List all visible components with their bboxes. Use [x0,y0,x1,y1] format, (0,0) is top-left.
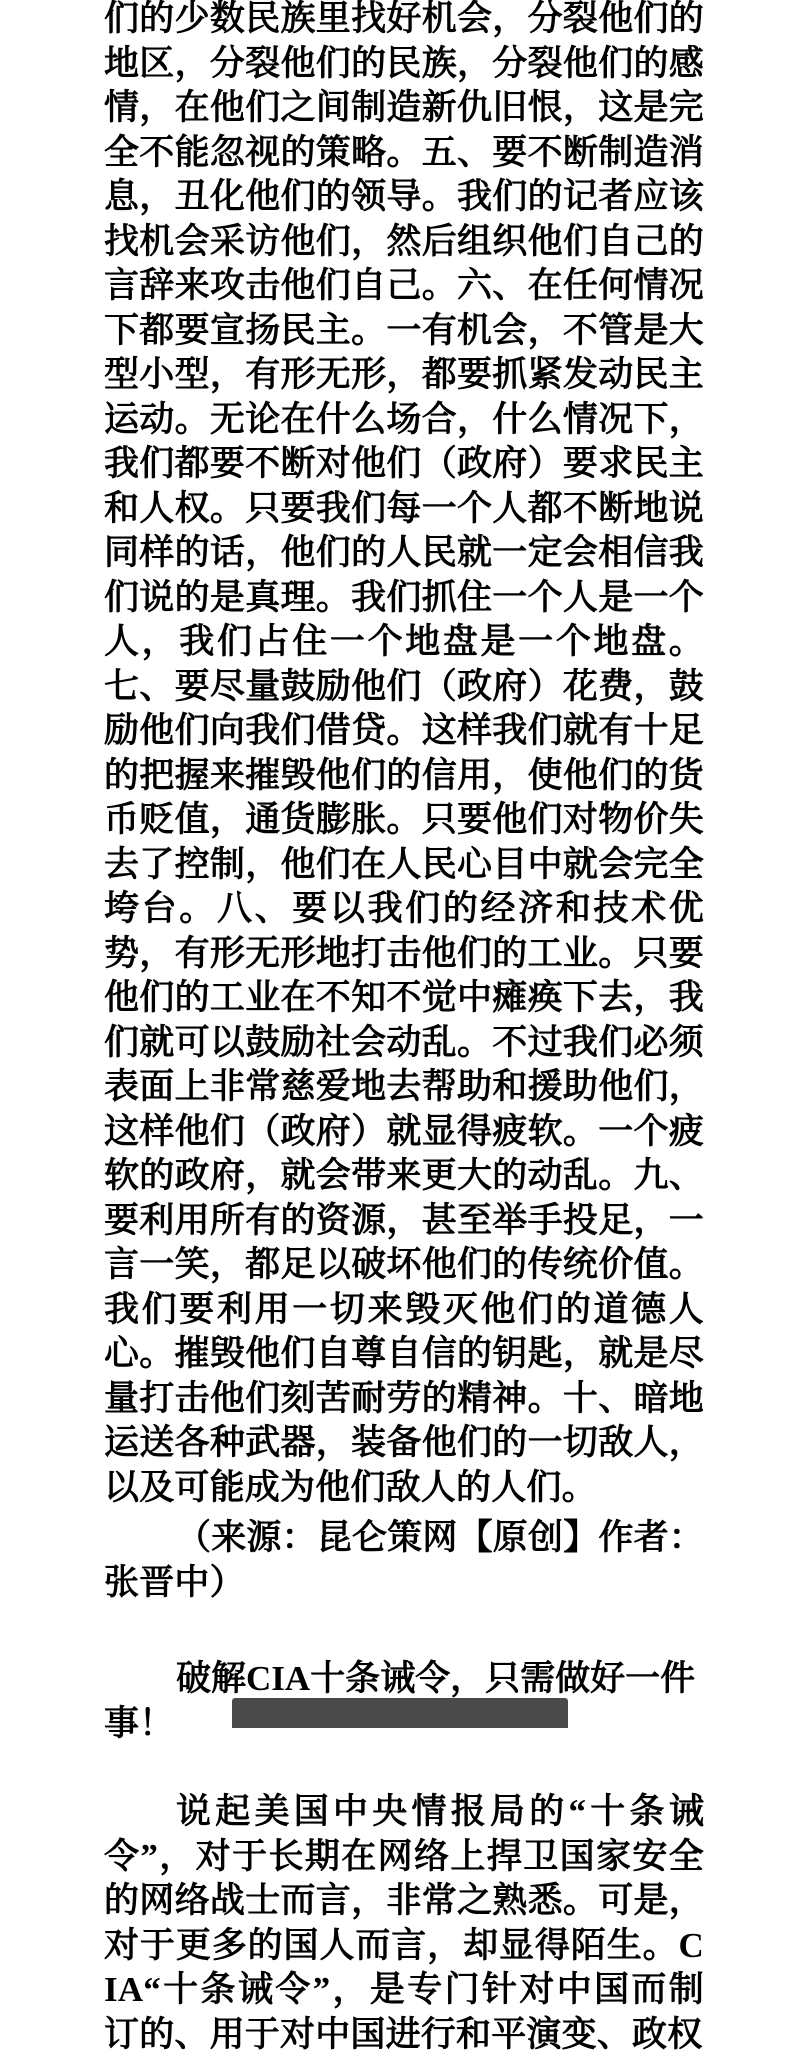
section-heading: 破解CIA十条诫令，只需做好一件事！ [104,1659,696,1743]
spacer [104,1746,704,1790]
floating-toolbar[interactable] [232,1698,568,1728]
spacer [104,1605,704,1657]
bottom-overlay-area [0,1694,800,1728]
source-line: （来源：昆仑策网【原创】作者：张晋中） [104,1518,705,1602]
body-paragraph: 们的少数民族里找好机会，分裂他们的地区，分裂他们的民族，分裂他们的感情，在他们之间制造新仇旧恨，这是完全不能忽视的策略。五、要不断制造消息，丑化他们的领导。我们的记者应该找机会采访他们，然后组织他们自己的言辞来攻击他们自己。六、在任何情况下都要宣扬民主。一有机会，不管是大型小型，有形无形，都要抓紧发动民主运动。无论在什么场合，什么情况下，我们都要不断对他们（政府）要求民主和人权。只要我们每一个人都不断地说同样的话，他们的人民就一定会相信我们说的是真理。我们抓住一个人是一个人，我们占住一个地盘是一个地盘。七、要尽量鼓励他们（政府）花费，鼓励他们向我们借贷。这样我们就有十足的把握来摧毁他们的信用，使他们的货币贬值，通货膨胀。只要他们对物价失去了控制，他们在人民心目中就会完全垮台。八、要以我们的经济和技术优势，有形无形地打击他们的工业。只要他们的工业在不知不觉中瘫痪下去，我们就可以鼓励社会动乱。不过我们必须表面上非常慈爱地去帮助和援助他们，这样他们（政府）就显得疲软。一个疲软的政府，就会带来更大的动乱。九、要利用所有的资源，甚至举手投足，一言一笑，都足以破坏他们的传统价值。我们要利用一切来毁灭他们的道德人心。摧毁他们自尊自信的钥匙，就是尽量打击他们刻苦耐劳的精神。十、暗地运送各种武器，装备他们的一切敌人，以及可能成为他们敌人的人们。 [104,0,704,1507]
section-paragraph: 说起美国中央情报局的“十条诫令”，对于长期在网络上捍卫国家安全的网络战士而言，非常之熟悉。可是，对于更多的国人而言，却显得陌生。CIA“十条诫令”，是专门针对中国而制订的、用于对中国进行和平演变、政权 [104,1792,704,2054]
